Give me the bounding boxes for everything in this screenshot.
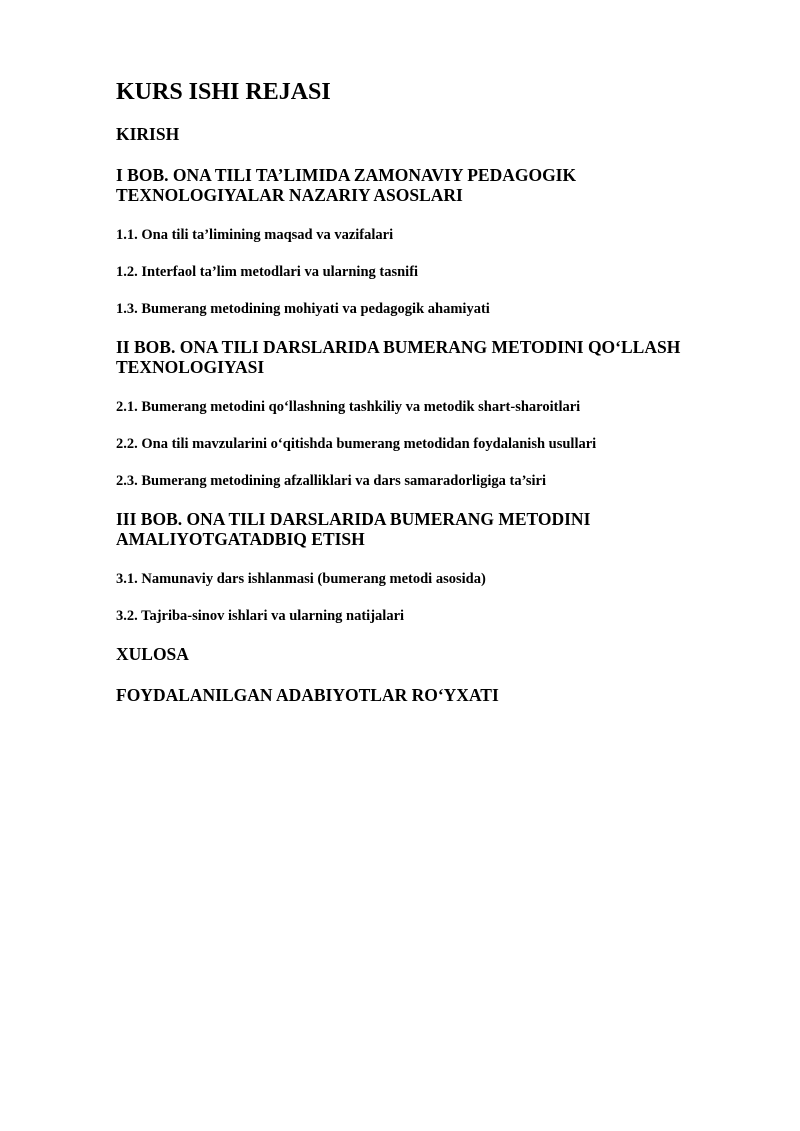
chapter-1-heading: I BOB. ONA TILI TA’LIMIDA ZAMONAVIY PEDAGOGIK TEXNOLOGIYALAR NAZARIY ASOSLARI	[116, 165, 577, 205]
chapter-2-heading: II BOB. ONA TILI DARSLARIDA BUMERANG METODINI QO‘LLASH TEXNOLOGIYASI	[116, 337, 681, 377]
references-heading: FOYDALANILGAN ADABIYOTLAR RO‘YXATI	[116, 685, 499, 705]
chapter-3-item-2: 3.2. Tajriba-sinov ishlari va ularning natijalari	[116, 608, 405, 624]
chapter-2-item-3: 2.3. Bumerang metodining afzalliklari va dars samaradorligiga ta’siri	[116, 473, 547, 489]
chapter-3-item-1: 3.1. Namunaviy dars ishlanmasi (bumerang metodi asosida)	[116, 571, 486, 587]
chapter-2-item-1: 2.1. Bumerang metodini qo‘llashning tashkiliy va metodik shart-sharoitlari	[116, 399, 581, 415]
chapter-3-heading: III BOB. ONA TILI DARSLARIDA BUMERANG METODINI AMALIYOTGATADBIQ ETISH	[116, 509, 591, 549]
chapter-1-item-2: 1.2. Interfaol ta’lim metodlari va ularning tasnifi	[116, 264, 419, 280]
chapter-2-item-2: 2.2. Ona tili mavzularini o‘qitishda bumerang metodidan foydalanish usullari	[116, 436, 597, 452]
conclusion-heading: XULOSA	[116, 644, 189, 664]
document-title: KURS ISHI REJASI	[116, 79, 331, 105]
intro-heading: KIRISH	[116, 124, 180, 144]
chapter-1-item-3: 1.3. Bumerang metodining mohiyati va pedagogik ahamiyati	[116, 301, 490, 317]
chapter-1-item-1: 1.1. Ona tili ta’limining maqsad va vazifalari	[116, 227, 394, 243]
